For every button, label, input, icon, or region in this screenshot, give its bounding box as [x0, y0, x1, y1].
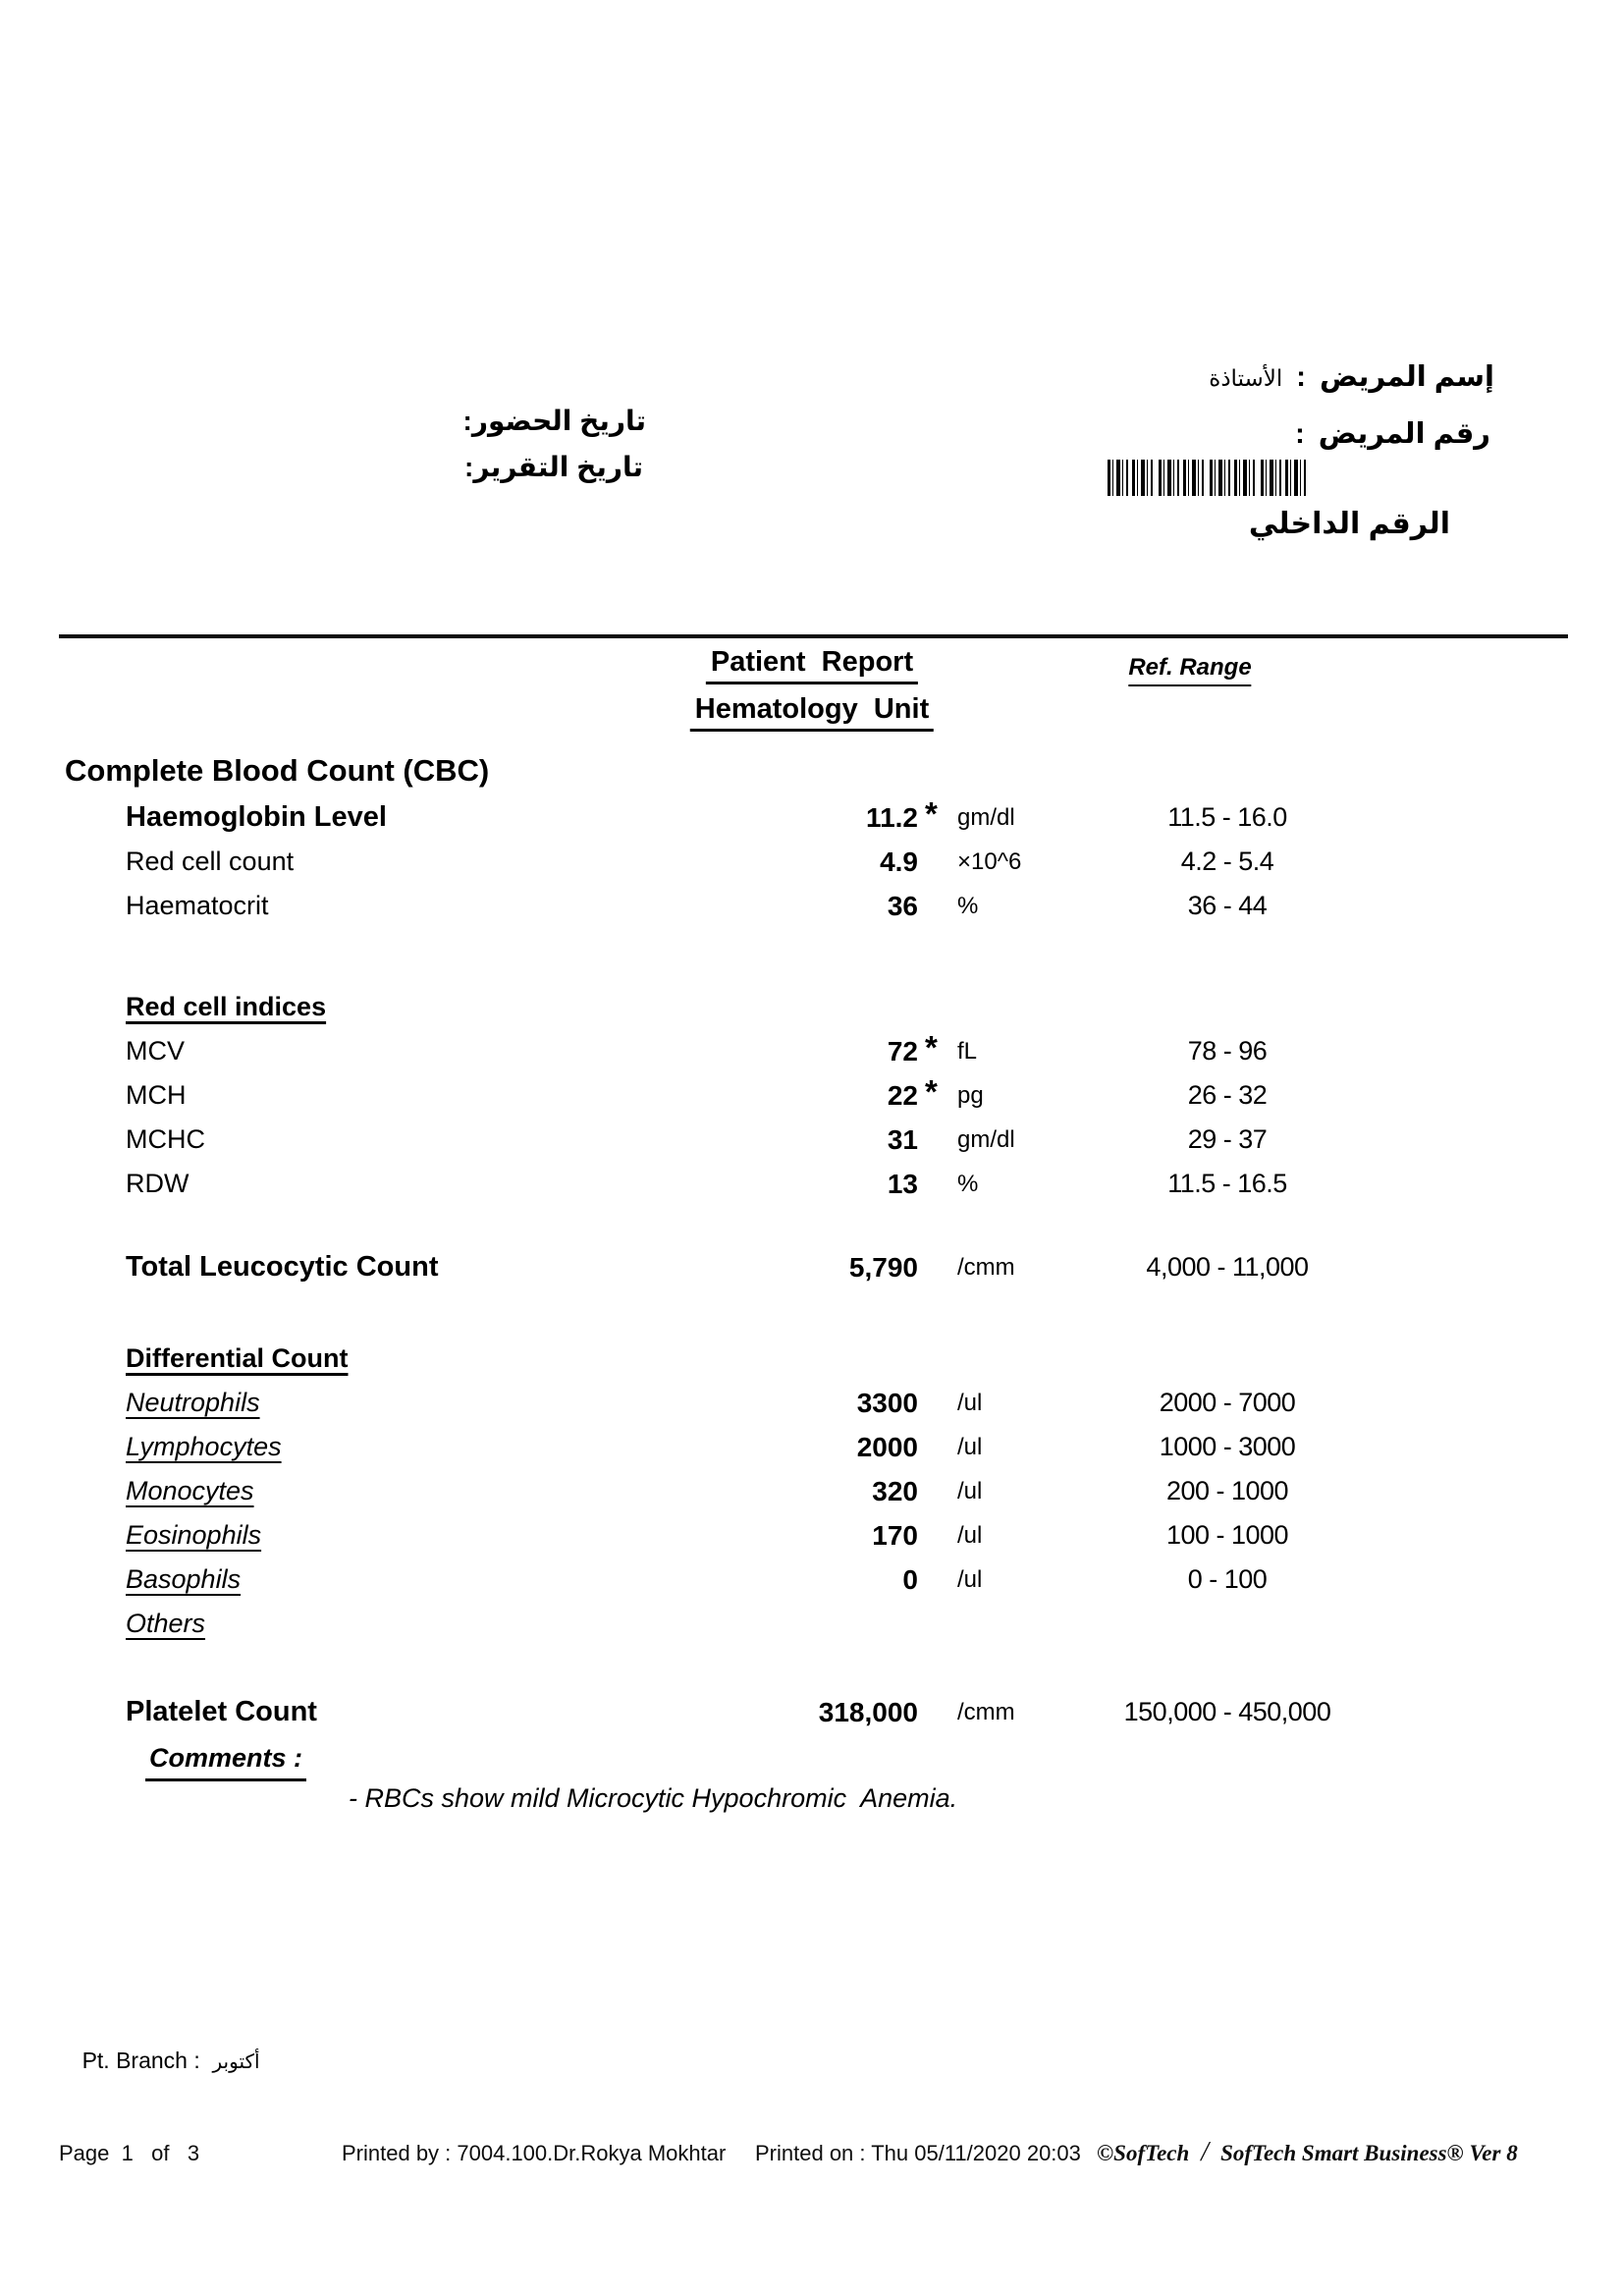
table-row	[59, 1469, 1563, 1513]
ref-range: 26 - 32	[1187, 1080, 1268, 1110]
test-value: 0	[902, 1564, 918, 1595]
test-name: Neutrophils	[126, 1388, 260, 1417]
test-value: 36	[887, 891, 918, 921]
table-row	[59, 840, 1563, 884]
patient-number-label: رقم المريض	[1318, 418, 1490, 450]
table-row	[59, 1073, 1563, 1118]
table-row	[59, 1425, 1563, 1469]
patient-name-row	[1209, 359, 1494, 394]
test-unit: gm/dl	[957, 1126, 1015, 1153]
test-value: 2000	[856, 1432, 918, 1462]
test-name: Haematocrit	[126, 891, 269, 920]
ref-range: 1000 - 3000	[1159, 1432, 1296, 1461]
test-name: Eosinophils	[126, 1520, 262, 1550]
attendance-date-label	[463, 405, 647, 437]
results-table	[59, 748, 1563, 1817]
ref-range: 0 - 100	[1187, 1564, 1268, 1594]
table-spacer	[59, 928, 1563, 985]
test-unit: /ul	[957, 1478, 983, 1504]
test-name: Others	[126, 1609, 206, 1638]
test-value: 3300	[856, 1388, 918, 1418]
test-value: 31	[887, 1124, 918, 1155]
table-spacer	[59, 1646, 1563, 1690]
table-row	[59, 1162, 1563, 1206]
table-row	[59, 748, 1563, 795]
page-indicator: Page 1 of 3	[59, 2141, 200, 2165]
patient-number-row	[1281, 416, 1490, 451]
table-row	[59, 1602, 1563, 1646]
comments-label: Comments :	[145, 1738, 306, 1781]
patient-name-value: الأستاذة	[1209, 365, 1283, 391]
table-row	[59, 1118, 1563, 1162]
test-name: Red cell indices	[126, 992, 327, 1021]
test-name: Total Leucocytic Count	[126, 1251, 439, 1283]
printed-on: Printed on : Thu 05/11/2020 20:03	[755, 2141, 1081, 2165]
table-row	[59, 795, 1563, 840]
test-unit: /cmm	[957, 1254, 1015, 1281]
table-spacer	[59, 1289, 1563, 1337]
table-row	[59, 1245, 1563, 1289]
ref-range: 4.2 - 5.4	[1180, 847, 1274, 876]
ref-range: 78 - 96	[1187, 1036, 1268, 1066]
branch-value: أكتوبر	[212, 2051, 260, 2073]
test-unit: gm/dl	[957, 804, 1015, 831]
table-row	[59, 1029, 1563, 1073]
branch-label: Pt. Branch :	[81, 2048, 213, 2073]
colon: :	[1295, 418, 1305, 450]
test-value: 318,000	[818, 1697, 918, 1727]
softech-logo-text: ©SofTech	[1097, 2141, 1190, 2165]
test-name: MCHC	[126, 1124, 205, 1154]
test-unit: /ul	[957, 1566, 983, 1593]
table-row	[59, 1690, 1563, 1734]
abnormal-flag: *	[925, 1029, 938, 1066]
test-name: Haemoglobin Level	[126, 801, 387, 833]
test-name: MCH	[126, 1080, 187, 1110]
test-unit: /ul	[957, 1434, 983, 1460]
printed-by: Printed by : 7004.100.Dr.Rokya Mokhtar	[342, 2141, 727, 2165]
test-value: 4.9	[880, 847, 918, 877]
test-value: 170	[872, 1520, 918, 1551]
test-name: Differential Count	[126, 1343, 349, 1373]
table-row	[59, 1513, 1563, 1558]
test-name: Basophils	[126, 1564, 242, 1594]
attendance-date-text: تاريخ الحضور:	[462, 406, 646, 436]
table-spacer	[59, 1206, 1563, 1245]
report-title: Patient Report	[706, 646, 918, 684]
report-subtitle: Hematology Unit	[690, 693, 934, 732]
ref-range: 100 - 1000	[1165, 1520, 1289, 1550]
test-unit: ×10^6	[957, 848, 1022, 875]
ref-range-header: Ref. Range	[1128, 654, 1251, 686]
colon: :	[1296, 361, 1306, 393]
ref-range: 11.5 - 16.5	[1167, 1169, 1287, 1198]
abnormal-flag: *	[925, 1073, 938, 1110]
test-unit: /ul	[957, 1522, 983, 1549]
test-name: MCV	[126, 1036, 185, 1066]
test-value: 320	[872, 1476, 918, 1506]
comment-text: - RBCs show mild Microcytic Hypochromic Anemia.	[349, 1783, 958, 1813]
test-name: RDW	[126, 1169, 189, 1198]
test-unit: %	[957, 893, 979, 919]
table-row	[59, 1381, 1563, 1425]
ref-range: 2000 - 7000	[1159, 1388, 1296, 1417]
test-name: Lymphocytes	[126, 1432, 282, 1461]
test-unit: /ul	[957, 1390, 983, 1416]
table-row	[59, 985, 1563, 1029]
ref-range: 4,000 - 11,000	[1146, 1252, 1309, 1282]
patient-name-label: إسم المريض	[1319, 361, 1494, 393]
internal-number-label	[1249, 507, 1450, 541]
test-name: Complete Blood Count (CBC)	[65, 753, 490, 788]
test-unit: %	[957, 1171, 979, 1197]
table-row	[59, 1558, 1563, 1602]
table-row	[59, 884, 1563, 928]
ref-range: 200 - 1000	[1165, 1476, 1289, 1505]
test-unit: pg	[957, 1082, 984, 1109]
branch-row	[57, 2021, 260, 2101]
test-name: Platelet Count	[126, 1696, 317, 1727]
softech-product-text: SofTech Smart Business® Ver 8	[1220, 2141, 1518, 2165]
test-value: 13	[887, 1169, 918, 1199]
comment-text-row	[59, 1777, 1563, 1817]
test-value: 11.2	[866, 802, 918, 833]
test-value: 5,790	[848, 1252, 918, 1283]
ref-range: 36 - 44	[1187, 891, 1268, 920]
internal-number-text: الرقم الداخلي	[1248, 508, 1450, 540]
ref-range: 11.5 - 16.0	[1167, 802, 1287, 832]
ref-range: 29 - 37	[1187, 1124, 1268, 1154]
softech-brand	[1097, 2137, 1518, 2168]
test-value: 72	[887, 1036, 918, 1066]
brand-separator: /	[1201, 2137, 1210, 2167]
patient-barcode	[1108, 460, 1312, 496]
test-unit: /cmm	[957, 1699, 1015, 1725]
report-date-text: تاريخ التقرير:	[464, 452, 643, 482]
test-name: Red cell count	[126, 847, 295, 876]
report-date-label	[464, 451, 643, 483]
table-row	[59, 1337, 1563, 1381]
comments-label-row	[59, 1738, 1563, 1777]
test-name: Monocytes	[126, 1476, 254, 1505]
ref-range: 150,000 - 450,000	[1123, 1697, 1331, 1726]
header-divider	[59, 634, 1568, 638]
test-unit: fL	[957, 1038, 978, 1065]
test-value: 22	[887, 1080, 918, 1111]
abnormal-flag: *	[925, 795, 938, 832]
